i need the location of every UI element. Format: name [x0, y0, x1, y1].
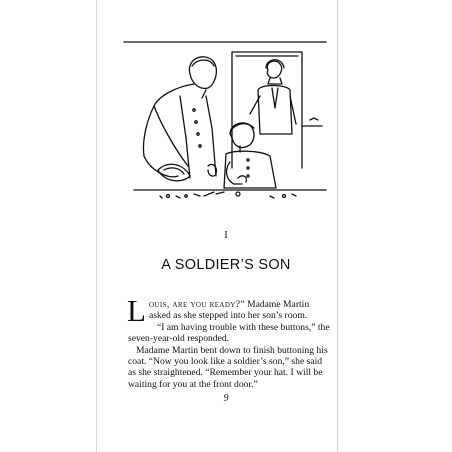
page-number: 9	[223, 393, 229, 404]
paragraph-1-rest: ” Madame Martin asked as she stepped into her son’s room.	[148, 299, 310, 322]
chapter-number: I	[224, 230, 228, 241]
chapter-body	[127, 293, 330, 390]
drop-cap: L	[127, 293, 146, 328]
paragraph-3: Madame Martin bent down to finish buttoning his coat. “Now you look like a soldier’s son,” she said as she straightened. “Remember your hat. I will be waiting for you at the front door.”	[128, 344, 328, 390]
opening-small-caps: ouis, are you ready?	[148, 299, 241, 310]
chapter-title: A SOLDIER’S SON	[161, 257, 291, 273]
paragraph-2: “I am having trouble with these buttons,” the seven-year-old responded.	[128, 321, 330, 345]
chapter-illustration	[120, 38, 330, 218]
paragraph-1	[127, 293, 330, 328]
